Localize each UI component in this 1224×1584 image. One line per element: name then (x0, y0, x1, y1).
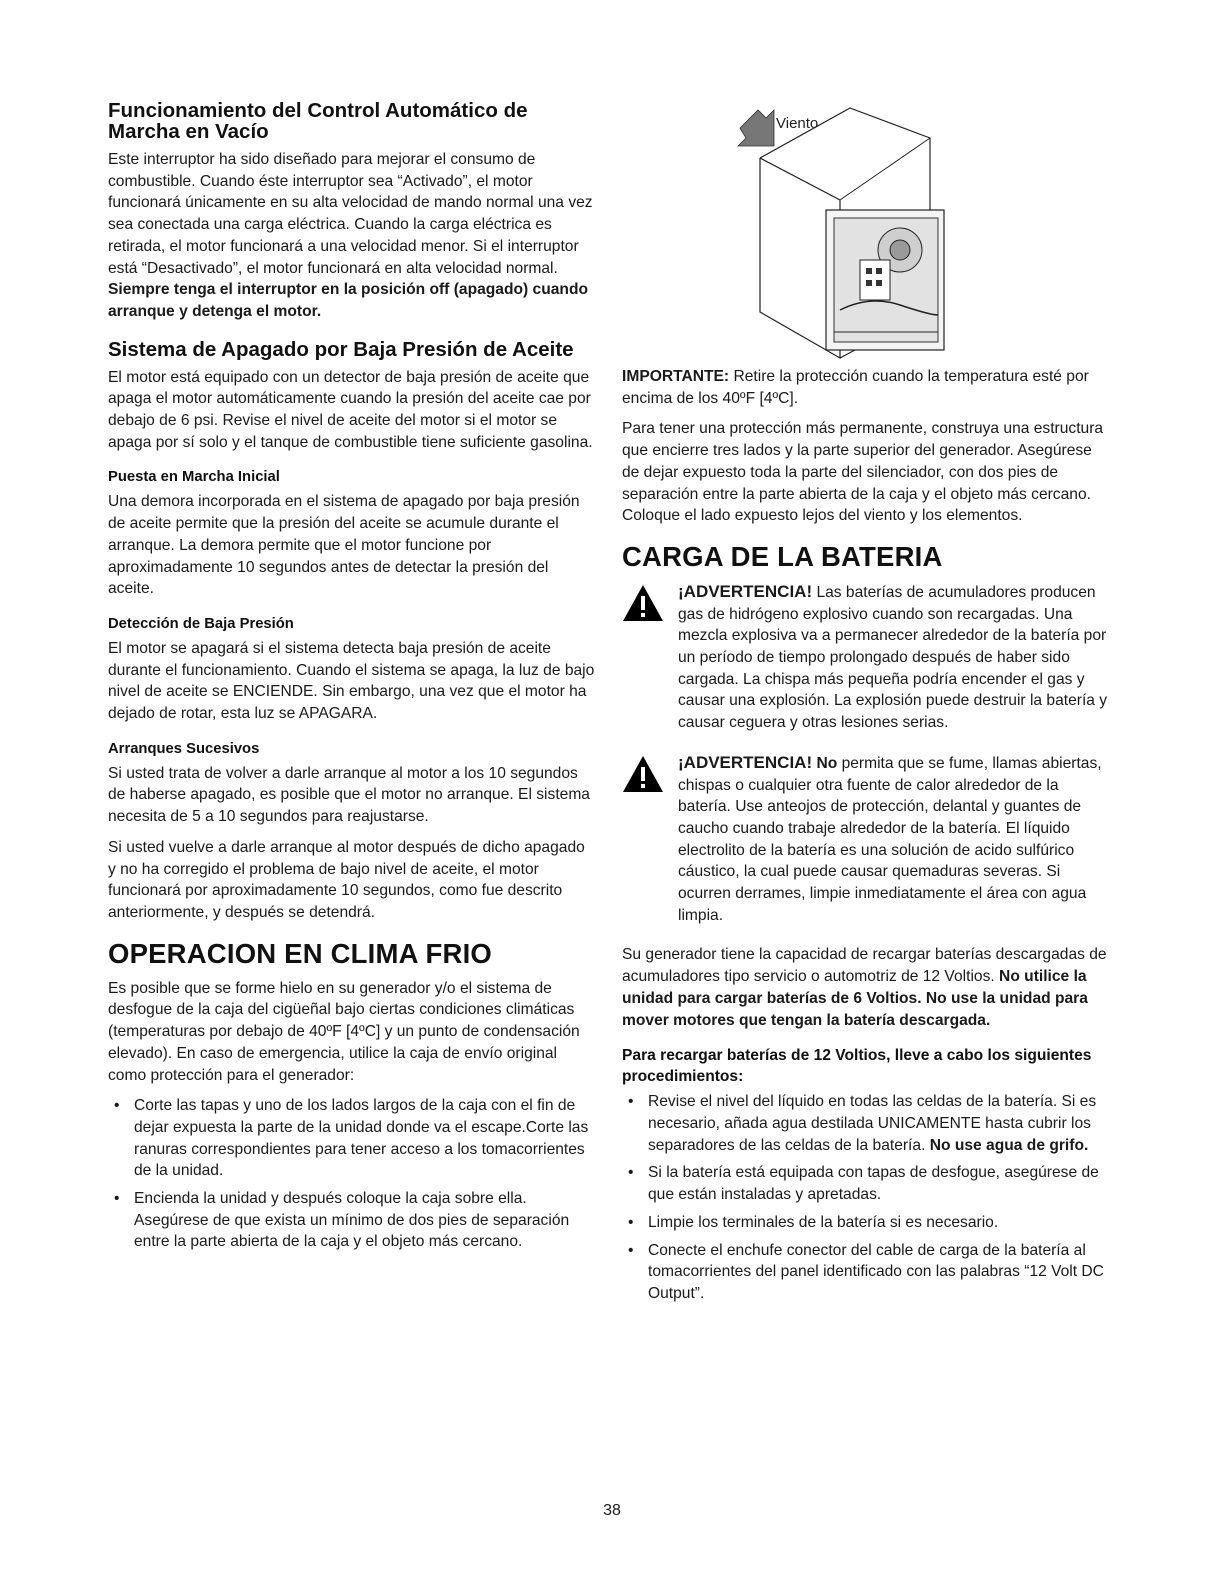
paragraph-successive-1: Si usted trata de volver a darle arranque al motor a los 10 segundos de haberse apagado, es posible que el motor no arranque. El sistema necesita de 5 a 10 segundos para reajustarse. (108, 764, 590, 826)
paragraph-low-oil: El motor está equipado con un detector de baja presión de aceite que apaga el motor automáticamente cuando la presión del aceite cae por debajo de 6 psi. Revise el nivel de aceite del motor si el motor se apaga por sí solo y el tanque de combustible tiene suficiente gasolina. (108, 368, 593, 451)
warning-triangle-icon (622, 584, 664, 622)
list-item (108, 1095, 596, 1182)
paragraph-permanent-protection: Para tener una protección más permanente, construya una estructura que encierre tres lados y la parte superior del generador. Asegúrese de dejar expuesto toda la parte del silenciador, con dos pies de separación entre la parte abierta de la caja y el objeto más cercano. Coloque el lado expuesto lejos del viento y los elementos. (622, 420, 1104, 525)
warning-label: ¡ADVERTENCIA! (678, 581, 813, 601)
bullet-icon: • (114, 1097, 120, 1115)
bullet-icon: • (628, 1213, 634, 1231)
left-column (108, 100, 596, 1262)
cold-weather-list (108, 1095, 596, 1253)
list-item (108, 1188, 596, 1253)
paragraph-detection: El motor se apagará si el sistema detecta baja presión de aceite durante el funcionamiento. Cuando el sistema se apaga, la luz de bajo nivel de aceite se ENCIENDE. Sin embargo, una vez que el motor ha dejado de rotar, esta luz se APAGARA. (108, 639, 595, 723)
bullet-icon: • (628, 1241, 634, 1259)
list-item-text: Limpie los terminales de la batería si es necesario. (648, 1213, 999, 1231)
generator-box-figure (730, 100, 950, 362)
wind-arrow-icon (738, 110, 774, 146)
list-item-bold: No use agua de grifo. (925, 1136, 1089, 1154)
heading-low-oil: Sistema de Apagado por Baja Presión de Aceite (108, 337, 574, 361)
important-label: IMPORTANTE: (622, 368, 730, 385)
list-item-text: Corte las tapas y uno de los lados largos de la caja con el fin de dejar expuesta la parte de la unidad donde va el escape.Corte las ranuras correspondientes para tener acceso a los tomacorrientes de la unidad. (134, 1097, 589, 1180)
capacity-text: Su generador tiene la capacidad de recargar baterías descargadas de acumuladores tipo servicio o automotriz de 12 Voltios. (622, 946, 1107, 986)
generator-box-illustration (730, 100, 950, 362)
heading-cold-weather: OPERACION EN CLIMA FRIO (108, 937, 493, 969)
bullet-icon: • (114, 1190, 120, 1208)
paragraph-capacity (622, 944, 1108, 1031)
warning-triangle-icon (622, 755, 664, 793)
important-text: Retire la protección cuando la temperatura esté por encima de los 40ºF [4ºC]. (622, 368, 1089, 407)
heading-initial-start: Puesta en Marcha Inicial (108, 469, 280, 486)
list-item (622, 1091, 1108, 1156)
list-item (622, 1212, 1108, 1234)
warning-text: Las baterías de acumuladores producen gas de hidrógeno explosivo cuando son recargadas. Una mezcla explosiva va a permanecer alrededor de la batería por un período de tiempo prolongado después de haber sido cargada. La chispa más pequeña podría encender el gas y causar una explosión. La explosión puede destruir la batería y causar ceguera y otras lesiones serias. (678, 583, 1108, 732)
paragraph-auto-idle (108, 149, 596, 323)
right-column (622, 366, 1108, 1314)
list-item (622, 1240, 1108, 1305)
warning-label: ¡ADVERTENCIA! (678, 752, 813, 772)
capacity-bold: No utilice la unidad para cargar baterías de 6 Voltios. No use la unidad para mover motores que tengan la batería descargada. (622, 968, 1088, 1029)
bullet-icon: • (628, 1093, 634, 1111)
warning-block-2 (622, 752, 1108, 927)
paragraph-successive-2: Si usted vuelve a darle arranque al motor después de dicho apagado y no ha corregido el problema de bajo nivel de aceite, el motor funcionará por aproximadamente 10 segundos, como fue descrito anteriormente, y después se detendrá. (108, 838, 585, 921)
paragraph-initial-start: Una demora incorporada en el sistema de apagado por baja presión de aceite permite que la presión del aceite se acumule durante el arranque. La demora permite que el motor funcione por aproximadamente 10 segundos antes de detectar la presión del aceite. (108, 493, 580, 598)
heading-successive: Arranques Sucesivos (108, 740, 260, 757)
warning-block-1 (622, 581, 1108, 734)
heading-detection: Detección de Baja Presión (108, 615, 294, 632)
auto-idle-bold: Siempre tenga el interruptor en la posición off (apagado) cuando arranque y detenga el motor. (108, 281, 588, 320)
list-item-text: Si la batería está equipada con tapas de desfogue, asegúrese de que están instaladas y apretadas. (648, 1164, 1099, 1204)
warning-bold: No (812, 754, 838, 772)
list-item-text: Encienda la unidad y después coloque la caja sobre ella. Asegúrese de que exista un mínimo de dos pies de separación entre la parte abierta de la caja y el objeto más cercano. (134, 1190, 570, 1251)
list-item (622, 1162, 1108, 1205)
list-item-text: Conecte el enchufe conector del cable de carga de la batería al tomacorrientes del panel identificado con las palabras “12 Volt DC Output”. (648, 1241, 1104, 1302)
procedure-list (622, 1091, 1108, 1304)
paragraph-cold-weather: Es posible que se forme hielo en su generador y/o el sistema de desfogue de la caja del cigüeñal bajo ciertas condiciones climáticas (temperaturas por debajo de 40ºF [4ºC] y un punto de condensación elevado). En caso de emergencia, utilice la caja de envío original como protección para el generador: (108, 979, 580, 1084)
heading-auto-idle: Funcionamiento del Control Automático de Marcha en Vacío (108, 99, 528, 143)
auto-idle-text: Este interruptor ha sido diseñado para mejorar el consumo de combustible. Cuando éste interruptor sea “Activado”, el motor funcionará únicamente en su alta velocidad de mando normal una vez sea conectada una carga eléctrica. Cuando la carga eléctrica es retirada, el motor funcionará a una velocidad menor. Si el interruptor está “Desactivado”, el motor funcionará en alta velocidad normal. (108, 151, 593, 277)
paragraph-important (622, 366, 1108, 409)
page-number: 38 (603, 1502, 621, 1519)
list-item-text: Revise el nivel del líquido en todas las celdas de la batería. Si es necesario, añada agua destilada UNICAMENTE hasta cubrir los separadores de las celdas de la batería. (648, 1093, 1097, 1154)
heading-battery-charging: CARGA DE LA BATERIA (622, 540, 943, 572)
heading-procedure: Para recargar baterías de 12 Voltios, lleve a cabo los siguientes procedimientos: (622, 1047, 1092, 1086)
bullet-icon: • (628, 1164, 634, 1182)
wind-label: Viento (776, 115, 819, 132)
warning-text: permita que se fume, llamas abiertas, chispas o cualquier otra fuente de calor alrededor de la batería. Use anteojos de protección, delantal y guantes de caucho cuando trabaje alrededor de la batería. El líquido electrolito de la batería es una solución de acido sulfúrico cáustico, la cual puede causar quemaduras severas. Si ocurren derrames, limpie inmediatamente el área con agua limpia. (678, 754, 1102, 924)
